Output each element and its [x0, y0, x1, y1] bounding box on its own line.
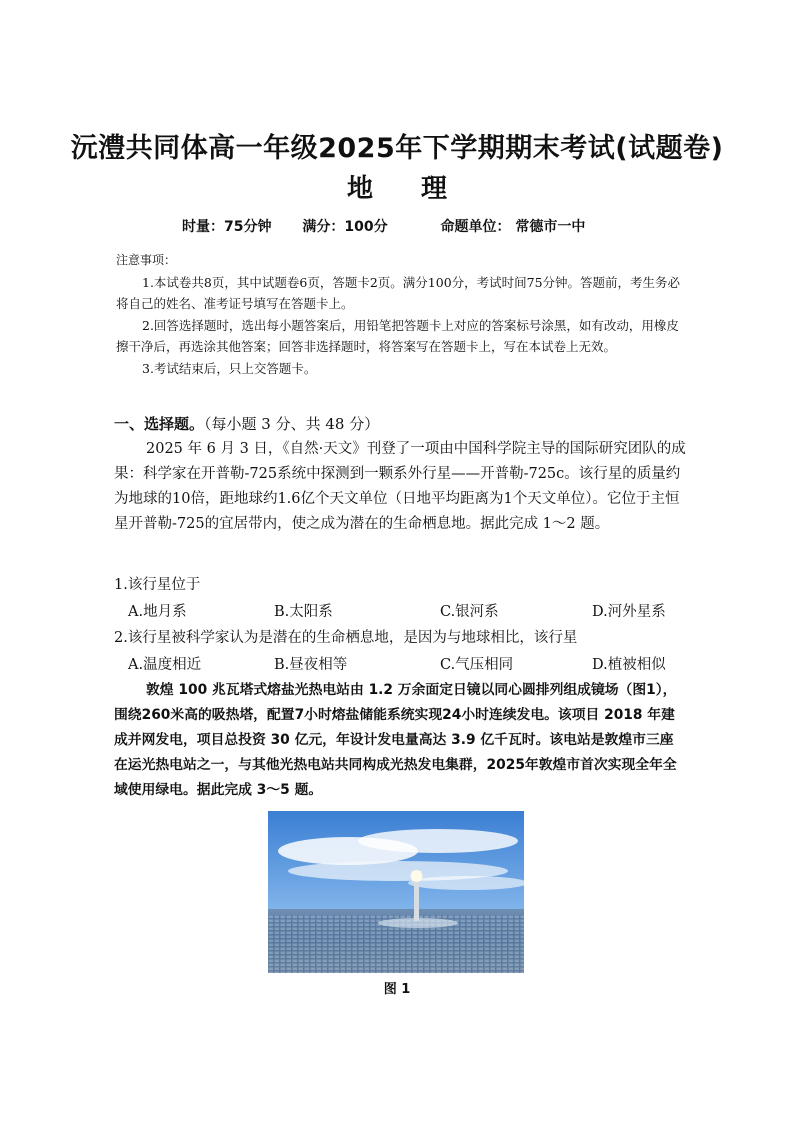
- exam-score: 满分：100分: [302, 219, 388, 235]
- note-item: 1.本试卷共8页，其中试题卷6页，答题卡2页。满分100分，考试时间75分钟。答题前，考生务必将自己的姓名、准考证号填写在答题卡上。: [116, 274, 681, 311]
- exam-meta: [182, 216, 611, 236]
- exam-unit: 命题单位： 常德市一中: [440, 219, 586, 235]
- figure-caption: 图 1: [383, 982, 411, 997]
- solar-plant-image: [268, 811, 524, 973]
- section-points: （每小题 3 分、共 48 分）: [204, 415, 380, 433]
- passage-2: 敦煌 100 兆瓦塔式熔盐光热电站由 1.2 万余面定日镜以同心圆排列组成镜场（图1），围绕260米高的吸热塔，配置7小时熔盐储能系统实现24小时连续发电。该项目 2018 年建成并网发电，项目总投资 30 亿元，年设计发电量高达 3.9 亿千瓦时。该电站是敦煌市三座在运光热电站之一，与其他光热电站共同构成光热发电集群，2025年敦煌市首次实现全年全域使用绿电。据此完成 3～5 题。: [114, 682, 677, 798]
- section-heading: [114, 413, 379, 434]
- option-a: A.地月系: [128, 604, 187, 620]
- subject-title: [0, 168, 794, 205]
- subject-char: 地: [346, 174, 373, 204]
- question-1-stem: 1.该行星位于: [114, 577, 201, 593]
- option-b: B.昼夜相等: [274, 657, 348, 673]
- option-b: B.太阳系: [274, 604, 333, 620]
- subject-char: 理: [421, 174, 448, 204]
- option-c: C.银河系: [440, 604, 499, 620]
- option-c: C.气压相同: [440, 657, 514, 673]
- notes-heading: 注意事项：: [116, 253, 177, 267]
- notes-block: [116, 250, 690, 379]
- option-d: D.植被相似: [592, 657, 666, 673]
- option-d: D.河外星系: [592, 604, 666, 620]
- exam-duration: 时量：75分钟: [182, 219, 272, 235]
- passage-1: 2025 年 6 月 3 日，《自然·天文》刊登了一项由中国科学院主导的国际研究团队的成果：科学家在开普勒-725系统中探测到一颗系外行星——开普勒-725c。该行星的质量约为地球的10倍，距地球约1.6亿个天文单位（日地平均距离为1个天文单位）。它位于主恒星开普勒-725的宜居带内，使之成为潜在的生命栖息地。据此完成 1～2 题。: [114, 441, 686, 532]
- note-item: 3.考试结束后，只上交答题卡。: [142, 360, 317, 376]
- section-label: 一、选择题。: [114, 415, 205, 433]
- note-item: 2.回答选择题时，选出每小题答案后，用铅笔把答题卡上对应的答案标号涂黑，如有改动，用橡皮擦干净后，再选涂其他答案；回答非选择题时，将答案写在答题卡上，写在本试卷上无效。: [116, 317, 679, 354]
- solar-plant-photo: [268, 811, 524, 973]
- question-2-stem: 2.该行星被科学家认为是潜在的生命栖息地，是因为与地球相比，该行星: [114, 630, 578, 646]
- option-a: A.温度相近: [128, 657, 202, 673]
- exam-title: 沅澧共同体高一年级2025年下学期期末考试(试题卷): [70, 133, 724, 164]
